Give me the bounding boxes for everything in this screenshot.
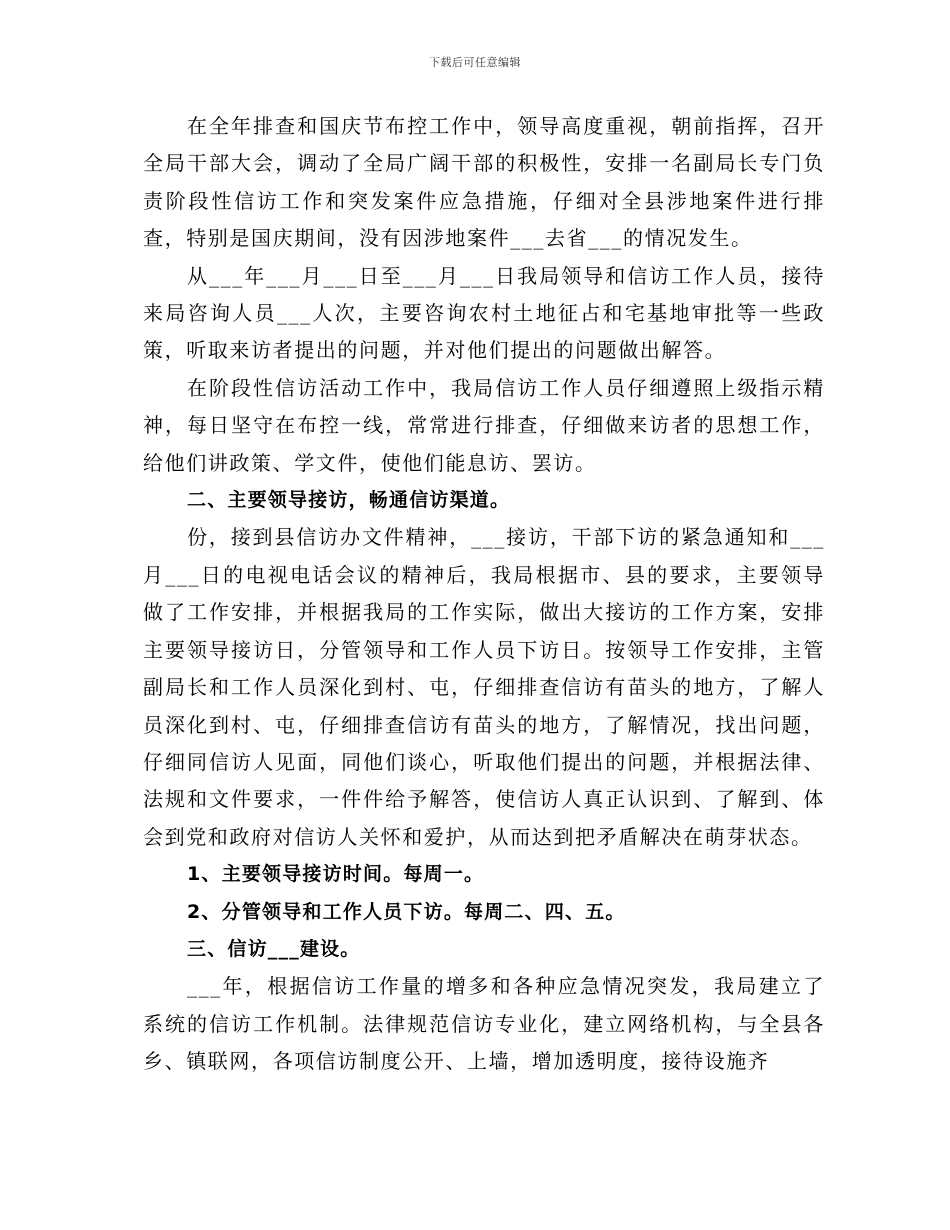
paragraph-petition-mechanism: ___年，根据信访工作量的增多和各种应急情况突发，我局建立了系统的信访工作机制。法律规范信访专业化，建立网络机构，与全县各乡、镇联网，各项信访制度公开、上墙，增加透明度，接待设施齐 [143, 974, 825, 1074]
list-item-leader-reception-time: 1、主要领导接访时间。每周一。 [187, 863, 485, 886]
document-body [143, 108, 825, 1081]
paragraph-national-day-inspection: 在全年排查和国庆节布控工作中，领导高度重视，朝前指挥，召开全局干部大会，调动了全局广阔干部的积极性，安排一名副局长专门负责阶段性信访工作和突发案件应急措施，仔细对全县涉地案件进行排查，特别是国庆期间，没有因涉地案件___去省___的情况发生。 [143, 114, 825, 251]
page-header-note: 下载后可任意编辑 [429, 56, 521, 69]
list-item-staff-visit-time: 2、分管领导和工作人员下访。每周二、四、五。 [187, 900, 626, 923]
paragraph-leader-reception-details: 份，接到县信访办文件精神，___接访，干部下访的紧急通知和___月___日的电视电话会议的精神后，我局根据市、县的要求，主要领导做了工作安排，并根据我局的工作实际，做出大接访的工作方案，安排主要领导接访日，分管领导和工作人员下访日。按领导工作安排，主管副局长和工作人员深化到村、屯，仔细排查信访有苗头的地方，了解人员深化到村、屯，仔细排查信访有苗头的地方，了解情况，找出问题，仔细同信访人见面，同他们谈心，听取他们提出的问题，并根据法律、法规和文件要求，一件件给予解答，使信访人真正认识到、了解到、体会到党和政府对信访人关怀和爱护，从而达到把矛盾解决在萌芽状态。 [143, 525, 825, 849]
section-heading-leader-reception: 二、主要领导接访，畅通信访渠道。 [187, 489, 511, 512]
paragraph-consultation-reception: 从___年___月___日至___月___日我局领导和信访工作人员，接待来局咨询人员___人次，主要咨询农村土地征占和宅基地审批等一些政策，听取来访者提出的问题，并对他们提出的问题做出解答。 [143, 263, 825, 363]
paragraph-stage-petition-work: 在阶段性信访活动工作中，我局信访工作人员仔细遵照上级指示精神，每日坚守在布控一线，常常进行排查，仔细做来访者的思想工作，给他们讲政策、学文件，使他们能息访、罢访。 [143, 375, 825, 475]
section-heading-petition-construction: 三、信访___建设。 [187, 937, 361, 960]
